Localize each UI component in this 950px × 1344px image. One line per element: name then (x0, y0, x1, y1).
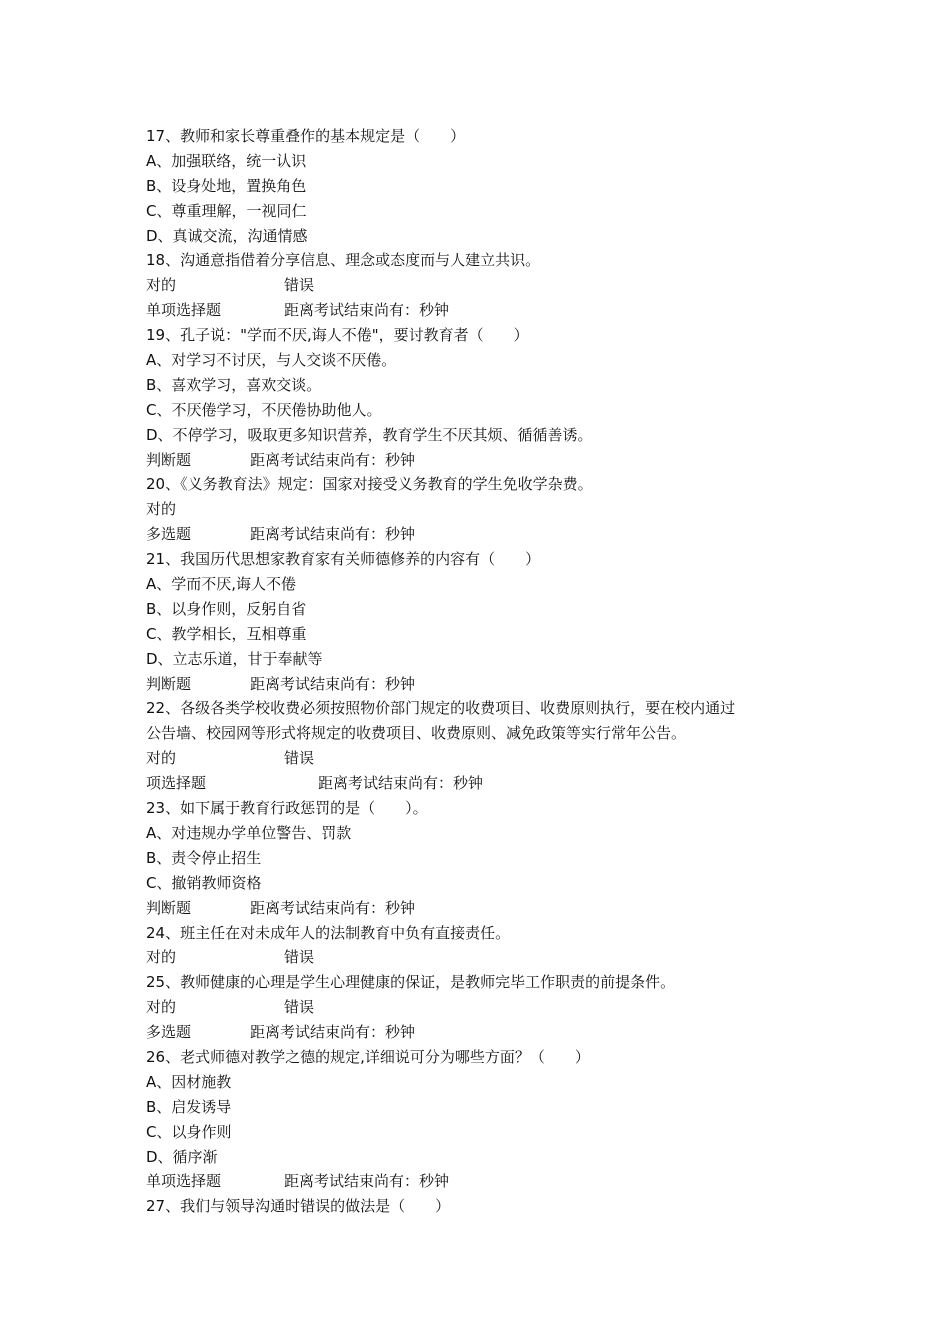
question-24-options (146, 945, 816, 970)
exam-timer-text: 距离考试结束尚有：秒钟 (250, 525, 416, 544)
question-18-stem: 18、沟通意指借着分享信息、理念或态度而与人建立共识。 (146, 251, 541, 270)
section-type-label: 项选择题 (146, 774, 207, 793)
question-24-option-true: 对的 (146, 948, 177, 967)
question-19-stem: 19、孔子说："学而不厌,诲人不倦"，要讨教育者（ ） (146, 326, 529, 345)
question-25-option-false: 错误 (284, 998, 315, 1017)
section-type-label: 判断题 (146, 450, 192, 469)
question-23-stem: 23、如下属于教育行政惩罚的是（ ）。 (146, 799, 428, 818)
question-24-option-false: 错误 (284, 948, 315, 967)
exam-timer-text: 距离考试结束尚有：秒钟 (250, 674, 416, 693)
section-header (146, 522, 816, 547)
question-26-option-a: A、因材施教 (146, 1072, 232, 1091)
question-21-stem: 21、我国历代思想家教育家有关师德修养的内容有（ ） (146, 550, 541, 569)
question-17-stem: 17、教师和家长尊重叠作的基本规定是（ ） (146, 127, 466, 145)
section-type-label: 多选题 (146, 525, 192, 544)
question-25-option-true: 对的 (146, 998, 177, 1017)
question-17-option-b: B、设身处地，置换角色 (146, 176, 307, 195)
question-22-stem-line-1: 22、各级各类学校收费必须按照物价部门规定的收费项目、收费原则执行，要在校内通过 (146, 699, 736, 718)
question-17-option-a: A、加强联络，统一认识 (146, 151, 307, 170)
question-18-option-false: 错误 (284, 276, 315, 295)
question-27-stem: 27、我们与领导沟通时错误的做法是（ ） (146, 1197, 451, 1216)
question-26-option-d: D、循序渐 (146, 1147, 218, 1166)
section-header (146, 448, 816, 473)
section-header (146, 1020, 816, 1045)
question-25-options (146, 995, 816, 1020)
exam-timer-text: 距离考试结束尚有：秒钟 (250, 1023, 416, 1042)
question-26-option-b: B、启发诱导 (146, 1097, 232, 1116)
question-23-option-c: C、撤销教师资格 (146, 873, 262, 892)
section-header (146, 896, 816, 921)
exam-timer-text: 距离考试结束尚有：秒钟 (284, 1172, 450, 1191)
question-23-option-b: B、责令停止招生 (146, 848, 262, 867)
question-21-option-d: D、立志乐道，甘于奉献等 (146, 649, 323, 668)
question-17-option-d: D、真诚交流，沟通情感 (146, 226, 308, 245)
exam-timer-text: 距离考试结束尚有：秒钟 (318, 774, 484, 793)
question-26-option-c: C、以身作则 (146, 1122, 232, 1141)
question-18-option-true: 对的 (146, 276, 177, 295)
section-header (146, 672, 816, 697)
question-21-option-b: B、以身作则，反躬自省 (146, 599, 307, 618)
question-20-stem: 20、《义务教育法》规定：国家对接受义务教育的学生免收学杂费。 (146, 475, 593, 494)
question-21-option-a: A、学而不厌,诲人不倦 (146, 575, 297, 594)
question-24-stem: 24、班主任在对未成年人的法制教育中负有直接责任。 (146, 923, 511, 942)
question-25-stem: 25、教师健康的心理是学生心理健康的保证，是教师完毕工作职责的前提条件。 (146, 973, 676, 992)
section-header (146, 1169, 816, 1194)
exam-timer-text: 距离考试结束尚有：秒钟 (250, 898, 416, 917)
section-header (146, 298, 816, 323)
question-22-option-false: 错误 (284, 749, 315, 768)
question-17-option-c: C、尊重理解，一视同仁 (146, 201, 307, 220)
question-22-options (146, 746, 816, 771)
section-type-label: 判断题 (146, 898, 192, 917)
question-22-stem-line-2: 公告墙、校园网等形式将规定的收费项目、收费原则、减免政策等实行常年公告。 (146, 724, 687, 743)
question-19-option-d: D、不停学习，吸取更多知识营养，教育学生不厌其烦、循循善诱。 (146, 425, 593, 444)
question-22-option-true: 对的 (146, 749, 177, 768)
section-type-label: 单项选择题 (146, 301, 222, 320)
section-type-label: 判断题 (146, 674, 192, 693)
document-page (146, 124, 816, 1219)
section-header (146, 771, 816, 796)
question-19-option-c: C、不厌倦学习，不厌倦协助他人。 (146, 400, 382, 419)
exam-timer-text: 距离考试结束尚有：秒钟 (284, 301, 450, 320)
section-type-label: 多选题 (146, 1023, 192, 1042)
question-26-stem: 26、老式师德对教学之德的规定,详细说可分为哪些方面？（ ） (146, 1047, 590, 1066)
exam-timer-text: 距离考试结束尚有：秒钟 (250, 450, 416, 469)
question-20-option-true: 对的 (146, 500, 177, 519)
question-21-option-c: C、教学相长，互相尊重 (146, 624, 307, 643)
question-19-option-b: B、喜欢学习，喜欢交谈。 (146, 375, 322, 394)
question-23-option-a: A、对违规办学单位警告、罚款 (146, 823, 352, 842)
question-18-options (146, 273, 816, 298)
question-19-option-a: A、对学习不讨厌，与人交谈不厌倦。 (146, 351, 397, 370)
section-type-label: 单项选择题 (146, 1172, 222, 1191)
